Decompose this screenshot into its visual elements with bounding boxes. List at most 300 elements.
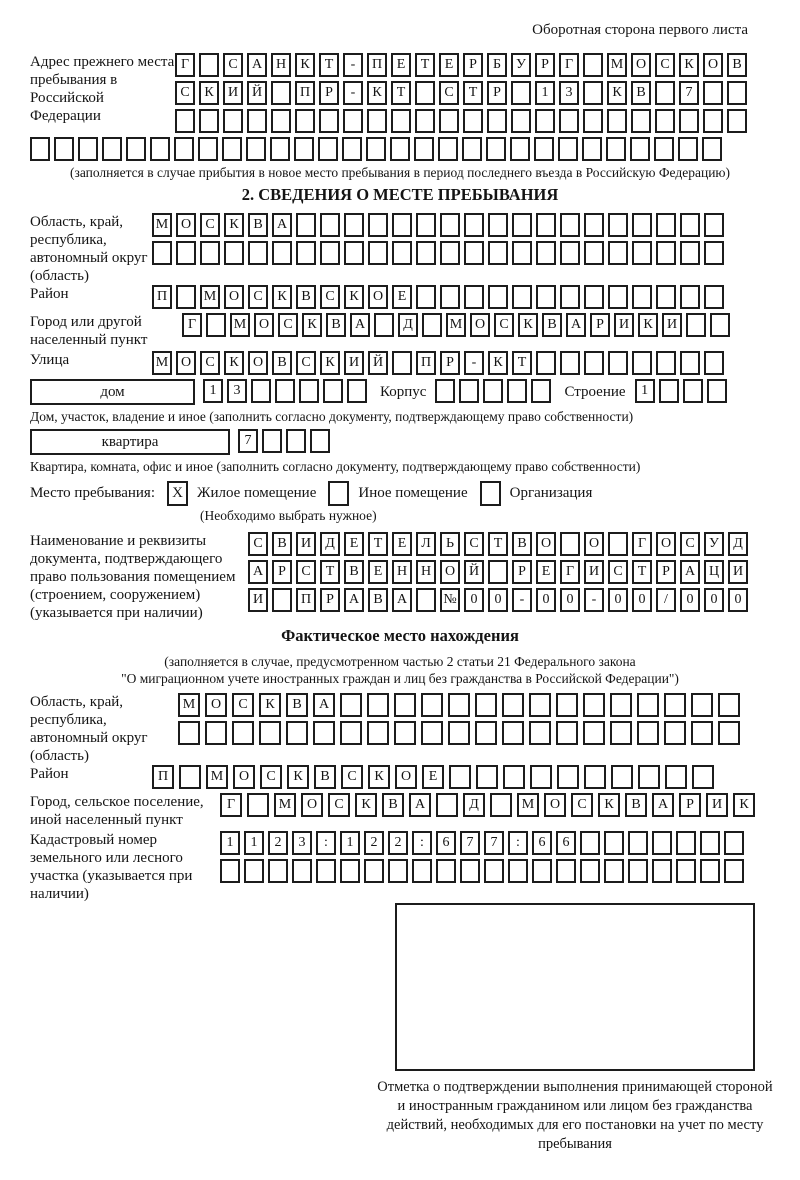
char-cell: С xyxy=(175,81,195,105)
char-cell xyxy=(560,532,580,556)
char-cell: И xyxy=(614,313,634,337)
char-cell: М xyxy=(230,313,250,337)
char-cell xyxy=(415,109,435,133)
char-cell xyxy=(318,137,338,161)
char-cell xyxy=(436,859,456,883)
actual-location-note-2: "О миграционном учете иностранных граждан и лиц без гражданства в Российской Федерации") xyxy=(121,671,679,686)
prev-address-row-2 xyxy=(175,81,751,105)
char-cell xyxy=(367,693,389,717)
char-cell xyxy=(486,137,506,161)
char-cell xyxy=(659,379,679,403)
char-cell xyxy=(54,137,74,161)
char-cell: 0 xyxy=(608,588,628,612)
stamp-caption: Отметка о подтверждении выполнения принимающей стороной и иностранным гражданином или лицом без гражданства действий, необходимых для его постановки на учет по месту пребывания xyxy=(377,1079,773,1152)
char-cell xyxy=(503,765,525,789)
char-cell xyxy=(683,379,703,403)
char-cell: К xyxy=(259,693,281,717)
char-cell xyxy=(582,137,602,161)
char-cell: А xyxy=(248,560,268,584)
stay-type-note: (Необходимо выбрать нужное) xyxy=(200,508,377,523)
char-cell xyxy=(78,137,98,161)
char-cell xyxy=(664,721,686,745)
option-other-premises-label: Иное помещение xyxy=(358,485,468,501)
char-cell: С xyxy=(439,81,459,105)
char-cell: Н xyxy=(271,53,291,77)
char-cell xyxy=(655,81,675,105)
char-cell: : xyxy=(316,831,336,855)
char-cell: И xyxy=(706,793,728,817)
char-cell: М xyxy=(607,53,627,77)
char-cell xyxy=(628,859,648,883)
char-cell xyxy=(271,81,291,105)
char-cell: Р xyxy=(320,588,340,612)
char-cell: Р xyxy=(440,351,460,375)
char-cell xyxy=(529,693,551,717)
char-cell xyxy=(224,241,244,265)
char-cell xyxy=(286,721,308,745)
char-cell: Л xyxy=(416,532,436,556)
house-box-label: дом xyxy=(30,379,195,405)
char-cell: Г xyxy=(182,313,202,337)
actual-city-row xyxy=(220,793,760,817)
char-cell: С xyxy=(608,560,628,584)
actual-region-label: Область, край, республика, автономный округ (область) xyxy=(30,694,148,764)
char-cell: 2 xyxy=(388,831,408,855)
char-cell xyxy=(440,285,460,309)
char-cell: Т xyxy=(488,532,508,556)
char-cell xyxy=(440,241,460,265)
char-cell xyxy=(392,351,412,375)
korpus-label: Корпус xyxy=(380,384,427,400)
char-cell: В xyxy=(326,313,346,337)
char-cell xyxy=(512,285,532,309)
char-cell: 0 xyxy=(704,588,724,612)
char-cell xyxy=(691,693,713,717)
char-cell: А xyxy=(350,313,370,337)
char-cell xyxy=(296,213,316,237)
char-cell xyxy=(531,379,551,403)
char-cell xyxy=(343,109,363,133)
char-cell xyxy=(292,859,312,883)
char-cell: П xyxy=(296,588,316,612)
char-cell: Р xyxy=(319,81,339,105)
char-cell: И xyxy=(344,351,364,375)
char-cell: В xyxy=(625,793,647,817)
char-cell: А xyxy=(313,693,335,717)
char-cell: А xyxy=(652,793,674,817)
char-cell: 1 xyxy=(340,831,360,855)
char-cell xyxy=(556,693,578,717)
char-cell xyxy=(247,109,267,133)
char-cell: К xyxy=(368,765,390,789)
char-cell: Т xyxy=(319,53,339,77)
char-cell: С xyxy=(296,560,316,584)
char-cell: А xyxy=(272,213,292,237)
char-cell xyxy=(608,241,628,265)
char-cell xyxy=(271,109,291,133)
char-cell xyxy=(560,213,580,237)
char-cell: 1 xyxy=(203,379,223,403)
char-cell: С xyxy=(655,53,675,77)
char-cell xyxy=(710,313,730,337)
char-cell: № xyxy=(440,588,460,612)
char-cell: О xyxy=(205,693,227,717)
char-cell: И xyxy=(223,81,243,105)
district-block xyxy=(30,285,770,313)
cadastre-label: Кадастровый номер земельного или лесного участка (указывается при наличии) xyxy=(30,832,193,902)
char-cell: Н xyxy=(416,560,436,584)
char-cell xyxy=(704,241,724,265)
char-cell xyxy=(259,721,281,745)
char-cell xyxy=(364,859,384,883)
char-cell: П xyxy=(367,53,387,77)
char-cell: К xyxy=(679,53,699,77)
char-cell: К xyxy=(344,285,364,309)
char-cell: М xyxy=(200,285,220,309)
char-cell xyxy=(102,137,122,161)
char-cell: Т xyxy=(512,351,532,375)
char-cell: С xyxy=(248,532,268,556)
char-cell xyxy=(584,213,604,237)
char-cell xyxy=(176,285,196,309)
char-cell xyxy=(676,831,696,855)
char-cell: О xyxy=(254,313,274,337)
char-cell xyxy=(656,241,676,265)
char-cell: 0 xyxy=(560,588,580,612)
char-cell: С xyxy=(494,313,514,337)
char-cell: С xyxy=(200,213,220,237)
char-cell: Д xyxy=(320,532,340,556)
actual-district-block xyxy=(30,765,770,793)
cadastre-block xyxy=(30,831,770,903)
char-cell xyxy=(536,351,556,375)
char-cell: И xyxy=(662,313,682,337)
char-cell xyxy=(392,241,412,265)
char-cell: В xyxy=(344,560,364,584)
char-cell xyxy=(206,313,226,337)
house-note: Дом, участок, владение и иное (заполнить согласно документу, подтверждающему право собственности) xyxy=(30,409,634,424)
char-cell: М xyxy=(178,693,200,717)
registration-stamp-box xyxy=(395,903,755,1071)
char-cell: С xyxy=(341,765,363,789)
char-cell xyxy=(416,241,436,265)
char-cell: М xyxy=(152,213,172,237)
char-cell xyxy=(368,241,388,265)
char-cell xyxy=(637,721,659,745)
char-cell: 7 xyxy=(679,81,699,105)
prev-address-row-4 xyxy=(30,137,770,161)
char-cell: А xyxy=(409,793,431,817)
char-cell: О xyxy=(703,53,723,77)
char-cell xyxy=(583,53,603,77)
char-cell: Р xyxy=(656,560,676,584)
char-cell: Т xyxy=(391,81,411,105)
char-cell: 7 xyxy=(484,831,504,855)
stroenie-cells xyxy=(635,379,731,403)
char-cell: С xyxy=(680,532,700,556)
char-cell xyxy=(344,241,364,265)
char-cell: Т xyxy=(463,81,483,105)
char-cell xyxy=(475,693,497,717)
char-cell xyxy=(294,137,314,161)
char-cell xyxy=(438,137,458,161)
char-cell: 0 xyxy=(728,588,748,612)
char-cell xyxy=(487,109,507,133)
char-cell xyxy=(584,765,606,789)
option-residential-label: Жилое помещение xyxy=(197,485,317,501)
char-cell xyxy=(416,285,436,309)
char-cell xyxy=(488,285,508,309)
char-cell: Т xyxy=(415,53,435,77)
char-cell xyxy=(702,137,722,161)
char-cell xyxy=(536,213,556,237)
section2-title: 2. СВЕДЕНИЯ О МЕСТЕ ПРЕБЫВАНИЯ xyxy=(241,185,559,204)
char-cell xyxy=(632,241,652,265)
char-cell: 6 xyxy=(436,831,456,855)
region-row-2 xyxy=(152,241,728,265)
char-cell: В xyxy=(631,81,651,105)
option-organization-label: Организация xyxy=(509,485,593,501)
char-cell xyxy=(631,109,651,133)
char-cell: А xyxy=(247,53,267,77)
char-cell: О xyxy=(544,793,566,817)
char-cell xyxy=(652,859,672,883)
document-label: Наименование и реквизиты документа, подтверждающего право пользования помещением (строением, сооружением) (указывается при наличии) xyxy=(30,533,236,621)
char-cell xyxy=(367,721,389,745)
char-cell: Р xyxy=(535,53,555,77)
actual-city-label: Город, сельское поселение, иной населенный пункт xyxy=(30,794,204,828)
char-cell: В xyxy=(314,765,336,789)
char-cell: В xyxy=(272,351,292,375)
char-cell: В xyxy=(248,213,268,237)
char-cell: В xyxy=(296,285,316,309)
char-cell: 1 xyxy=(635,379,655,403)
actual-region-row-1 xyxy=(178,693,745,717)
char-cell: П xyxy=(152,765,174,789)
char-cell: 1 xyxy=(220,831,240,855)
char-cell: / xyxy=(656,588,676,612)
char-cell xyxy=(484,859,504,883)
char-cell xyxy=(680,241,700,265)
char-cell: С xyxy=(571,793,593,817)
char-cell xyxy=(656,285,676,309)
char-cell xyxy=(421,721,443,745)
char-cell: С xyxy=(260,765,282,789)
char-cell: В xyxy=(727,53,747,77)
char-cell xyxy=(534,137,554,161)
char-cell xyxy=(704,285,724,309)
char-cell: 1 xyxy=(244,831,264,855)
char-cell xyxy=(686,313,706,337)
char-cell: 6 xyxy=(532,831,552,855)
char-cell xyxy=(422,313,442,337)
prev-address-note: (заполняется в случае прибытия в новое место пребывания в период последнего въезда в Российскую Федерацию) xyxy=(69,165,731,180)
char-cell xyxy=(703,109,723,133)
char-cell xyxy=(654,137,674,161)
char-cell: Г xyxy=(632,532,652,556)
char-cell: Д xyxy=(463,793,485,817)
char-cell: О xyxy=(368,285,388,309)
char-cell xyxy=(320,213,340,237)
char-cell xyxy=(268,859,288,883)
char-cell: Р xyxy=(679,793,701,817)
char-cell xyxy=(275,379,295,403)
char-cell: О xyxy=(233,765,255,789)
char-cell: К xyxy=(488,351,508,375)
char-cell xyxy=(700,831,720,855)
char-cell: Р xyxy=(590,313,610,337)
char-cell xyxy=(488,241,508,265)
char-cell: : xyxy=(508,831,528,855)
char-cell xyxy=(680,351,700,375)
char-cell xyxy=(511,81,531,105)
char-cell: С xyxy=(296,351,316,375)
document-row-3 xyxy=(248,588,752,612)
char-cell xyxy=(656,351,676,375)
street-label: Улица xyxy=(30,352,70,368)
char-cell xyxy=(391,109,411,133)
char-cell: В xyxy=(512,532,532,556)
char-cell xyxy=(366,137,386,161)
char-cell xyxy=(679,109,699,133)
char-cell xyxy=(220,859,240,883)
char-cell: О xyxy=(631,53,651,77)
char-cell: 0 xyxy=(488,588,508,612)
char-cell: А xyxy=(344,588,364,612)
char-cell: А xyxy=(392,588,412,612)
apartment-box-label: квартира xyxy=(30,429,230,455)
char-cell: О xyxy=(301,793,323,817)
char-cell xyxy=(610,693,632,717)
char-cell xyxy=(606,137,626,161)
char-cell xyxy=(536,241,556,265)
char-cell: - xyxy=(464,351,484,375)
char-cell xyxy=(580,831,600,855)
char-cell xyxy=(222,137,242,161)
char-cell: Р xyxy=(512,560,532,584)
city-label: Город или другой населенный пункт xyxy=(30,314,148,348)
char-cell xyxy=(310,429,330,453)
char-cell: К xyxy=(733,793,755,817)
house-block xyxy=(30,379,770,405)
actual-region-block xyxy=(30,693,770,765)
prev-address-row-1 xyxy=(175,53,751,77)
stay-type-block xyxy=(30,481,770,506)
char-cell xyxy=(532,859,552,883)
char-cell: М xyxy=(206,765,228,789)
char-cell xyxy=(205,721,227,745)
char-cell: О xyxy=(395,765,417,789)
char-cell xyxy=(583,109,603,133)
char-cell: К xyxy=(302,313,322,337)
cadastre-row-1 xyxy=(220,831,748,855)
char-cell: 7 xyxy=(238,429,258,453)
char-cell: Г xyxy=(559,53,579,77)
char-cell xyxy=(251,379,271,403)
char-cell xyxy=(510,137,530,161)
char-cell xyxy=(464,213,484,237)
city-row xyxy=(182,313,734,337)
char-cell xyxy=(449,765,471,789)
char-cell xyxy=(502,721,524,745)
region-row-1 xyxy=(152,213,728,237)
char-cell xyxy=(584,241,604,265)
char-cell: К xyxy=(598,793,620,817)
char-cell xyxy=(727,81,747,105)
street-block xyxy=(30,351,770,379)
char-cell xyxy=(439,109,459,133)
char-cell: 2 xyxy=(268,831,288,855)
char-cell: И xyxy=(584,560,604,584)
document-grid xyxy=(248,532,752,616)
char-cell: Е xyxy=(536,560,556,584)
checkbox-organization xyxy=(480,481,501,506)
char-cell: Д xyxy=(728,532,748,556)
char-cell xyxy=(512,213,532,237)
char-cell xyxy=(244,859,264,883)
char-cell xyxy=(724,831,744,855)
char-cell xyxy=(448,693,470,717)
stroenie-label: Строение xyxy=(564,384,626,400)
char-cell xyxy=(691,721,713,745)
char-cell: С xyxy=(464,532,484,556)
char-cell xyxy=(347,379,367,403)
char-cell xyxy=(394,693,416,717)
apartment-note: Квартира, комната, офис и иное (заполнить согласно документу, подтверждающему право собственности) xyxy=(30,459,641,474)
char-cell xyxy=(704,213,724,237)
char-cell: 1 xyxy=(535,81,555,105)
char-cell xyxy=(704,351,724,375)
char-cell: К xyxy=(355,793,377,817)
char-cell xyxy=(502,693,524,717)
char-cell xyxy=(665,765,687,789)
char-cell: О xyxy=(440,560,460,584)
char-cell: В xyxy=(542,313,562,337)
char-cell: И xyxy=(248,588,268,612)
char-cell xyxy=(248,241,268,265)
char-cell: О xyxy=(176,213,196,237)
char-cell xyxy=(583,81,603,105)
cadastre-row-2 xyxy=(220,859,748,883)
char-cell xyxy=(30,137,50,161)
char-cell: 6 xyxy=(556,831,576,855)
char-cell xyxy=(610,721,632,745)
char-cell: У xyxy=(704,532,724,556)
char-cell: В xyxy=(286,693,308,717)
char-cell xyxy=(247,793,269,817)
char-cell xyxy=(476,765,498,789)
char-cell xyxy=(724,859,744,883)
char-cell: А xyxy=(566,313,586,337)
char-cell xyxy=(462,137,482,161)
char-cell: 2 xyxy=(364,831,384,855)
char-cell xyxy=(286,429,306,453)
char-cell xyxy=(676,859,696,883)
char-cell xyxy=(678,137,698,161)
char-cell: К xyxy=(199,81,219,105)
char-cell xyxy=(608,351,628,375)
char-cell: И xyxy=(296,532,316,556)
char-cell xyxy=(680,285,700,309)
char-cell xyxy=(295,109,315,133)
actual-region-grid xyxy=(178,693,745,749)
char-cell: Ь xyxy=(440,532,460,556)
actual-district-row xyxy=(152,765,719,789)
char-cell xyxy=(368,213,388,237)
actual-location-title: Фактическое место нахождения xyxy=(281,626,519,645)
char-cell xyxy=(508,859,528,883)
char-cell: У xyxy=(511,53,531,77)
